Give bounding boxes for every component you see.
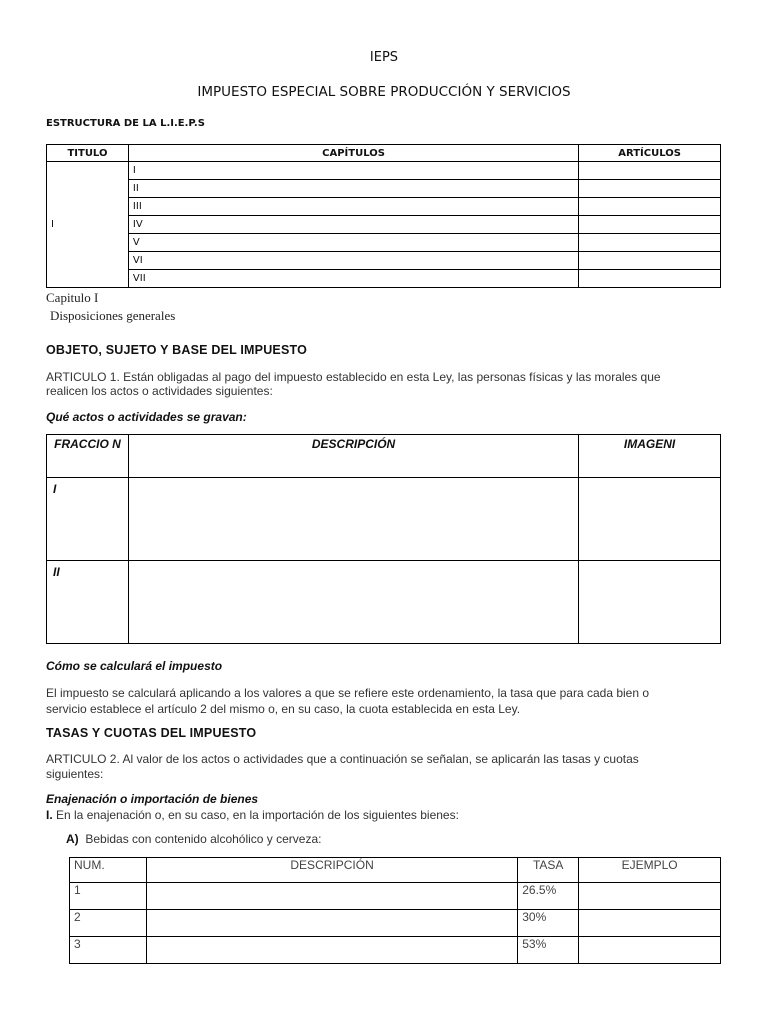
descripcion-cell <box>128 561 578 644</box>
document-subtitle: IMPUESTO ESPECIAL SOBRE PRODUCCIÓN Y SERVICIOS <box>197 84 571 100</box>
articulos-cell <box>579 270 721 288</box>
table-row <box>70 883 721 910</box>
articulos-cell <box>579 198 721 216</box>
table-row <box>70 937 721 964</box>
calculo-line1: El impuesto se calculará aplicando a los valores a que se refiere este ordenamiento, la tasa que para cada bien o <box>46 686 650 700</box>
table-row <box>47 198 721 216</box>
structure-heading: ESTRUCTURA DE LA L.I.E.P.S <box>46 118 205 129</box>
fraccion-cell: II <box>47 561 129 644</box>
capitulo-cell: V <box>128 234 578 252</box>
table-row <box>47 561 721 644</box>
imagen-cell <box>579 561 721 644</box>
fraccion-table <box>46 434 721 644</box>
table-row <box>47 162 721 180</box>
titulo-cell: I <box>47 162 129 288</box>
tasa-cell: 30% <box>518 910 579 937</box>
header-capitulos: CAPÍTULOS <box>128 145 578 162</box>
header-ejemplo: EJEMPLO <box>579 858 721 883</box>
header-imagen: IMAGENI <box>579 435 721 478</box>
ejemplo-cell <box>579 883 721 910</box>
document-title: IEPS <box>369 50 399 65</box>
fraccion-i-line <box>46 808 459 822</box>
capitulo-cell: I <box>128 162 578 180</box>
fraccion-i-text: En la enajenación o, en su caso, en la importación de los siguientes bienes: <box>52 808 459 822</box>
calculo-heading: Cómo se calculará el impuesto <box>46 659 223 673</box>
table-row <box>47 478 721 561</box>
table-row <box>47 234 721 252</box>
ejemplo-cell <box>579 937 721 964</box>
header-titulo: TITULO <box>47 145 129 162</box>
disposiciones-line: Disposiciones generales <box>50 308 176 323</box>
capitulo-cell: VI <box>128 252 578 270</box>
objeto-heading: OBJETO, SUJETO Y BASE DEL IMPUESTO <box>46 343 308 357</box>
inciso-a-label: A) <box>66 832 79 846</box>
articulos-cell <box>579 180 721 198</box>
capitulo-line: Capitulo I <box>46 290 99 305</box>
articulo1-line1: ARTICULO 1. Están obligadas al pago del impuesto establecido en esta Ley, las personas físicas y las morales que <box>46 370 661 384</box>
inciso-a-text: Bebidas con contenido alcohólico y cerveza: <box>85 832 322 846</box>
descripcion-cell <box>146 910 517 937</box>
header-articulos: ARTÍCULOS <box>579 145 721 162</box>
table-header-row <box>47 435 721 478</box>
articulo1-line2: realicen los actos o actividades siguientes: <box>46 384 273 398</box>
calculo-line2: servicio establece el artículo 2 del mismo o, en su caso, la cuota establecida en esta Ley. <box>46 702 521 716</box>
tasa-cell: 26.5% <box>518 883 579 910</box>
actos-heading: Qué actos o actividades se gravan: <box>46 410 247 424</box>
table-row <box>47 180 721 198</box>
num-cell: 3 <box>70 937 147 964</box>
capitulo-cell: II <box>128 180 578 198</box>
inciso-a-line <box>66 832 322 846</box>
num-cell: 1 <box>70 883 147 910</box>
header-fraccion: FRACCIO N <box>47 435 129 478</box>
tasas-table <box>69 857 721 964</box>
table-header-row <box>47 145 721 162</box>
table-row <box>47 270 721 288</box>
articulos-cell <box>579 162 721 180</box>
articulos-cell <box>579 252 721 270</box>
articulos-cell <box>579 234 721 252</box>
imagen-cell <box>579 478 721 561</box>
header-descripcion: DESCRIPCIÓN <box>128 435 578 478</box>
capitulo-cell: VII <box>128 270 578 288</box>
tasa-cell: 53% <box>518 937 579 964</box>
table-row <box>47 216 721 234</box>
articulos-cell <box>579 216 721 234</box>
header-descripcion: DESCRIPCIÓN <box>146 858 517 883</box>
enajenacion-heading: Enajenación o importación de bienes <box>46 792 259 806</box>
table-row <box>70 910 721 937</box>
capitulo-cell: III <box>128 198 578 216</box>
articulo2-line2: siguientes: <box>46 767 104 781</box>
estructura-table <box>46 144 721 288</box>
descripcion-cell <box>146 937 517 964</box>
descripcion-cell <box>128 478 578 561</box>
header-num: NUM. <box>70 858 147 883</box>
tasas-heading: TASAS Y CUOTAS DEL IMPUESTO <box>46 726 257 740</box>
table-row <box>47 252 721 270</box>
num-cell: 2 <box>70 910 147 937</box>
descripcion-cell <box>146 883 517 910</box>
fraccion-i-label: I. <box>46 808 53 822</box>
articulo2-line1: ARTICULO 2. Al valor de los actos o actividades que a continuación se señalan, se aplicarán las tasas y cuotas <box>46 752 639 766</box>
header-tasa: TASA <box>518 858 579 883</box>
table-header-row <box>70 858 721 883</box>
ejemplo-cell <box>579 910 721 937</box>
fraccion-cell: I <box>47 478 129 561</box>
capitulo-cell: IV <box>128 216 578 234</box>
